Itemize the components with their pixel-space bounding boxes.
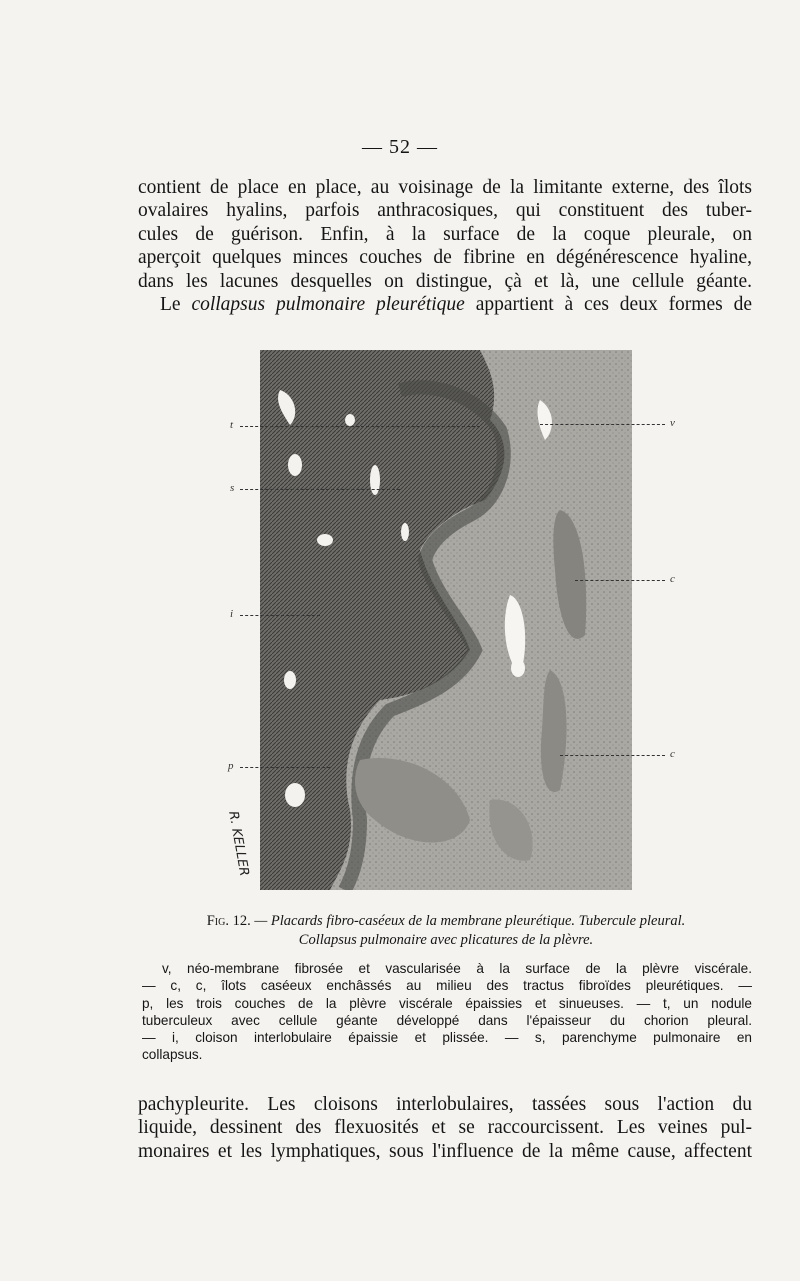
text-line: cules de guérison. Enfin, à la surface de la coque pleurale, on: [138, 223, 752, 245]
figure-label-c: c: [670, 748, 675, 760]
leader-line-v: [540, 424, 665, 425]
text-line: contient de place en place, au voisinage de la limitante externe, des îlots: [138, 177, 752, 198]
figure-label-p: p: [228, 760, 234, 772]
caption-title-text: Collapsus pulmonaire avec plicatures de la plèvre.: [298, 932, 594, 948]
figure-histology-section: [260, 350, 632, 890]
figure-caption-legend: [142, 960, 752, 1064]
text-line: pachypleurite. Les cloisons interlobulaires, tassées sous l'action du: [138, 1094, 752, 1115]
text-line: ovalaires hyalins, parfois anthracosiques, qui constituent des tuber-: [138, 200, 752, 222]
figure-drawing: [260, 350, 632, 890]
leader-line-s: [240, 489, 400, 490]
caption-line: collapsus.: [142, 1047, 203, 1063]
figure-label-t: t: [230, 419, 234, 431]
paragraph-bottom: [138, 1093, 752, 1163]
figure-number: Fig. 12.: [206, 913, 251, 929]
caption-line: tuberculeux avec cellule géante développé dans l'épaisseur du chorion pleural.: [142, 1012, 752, 1028]
text-line: monaires et les lymphatiques, sous l'influence de la même cause, affectent: [138, 1140, 752, 1162]
text-line: [138, 293, 752, 316]
paragraph-top: [138, 176, 752, 316]
page-number: — 52 —: [362, 136, 438, 158]
caption-title-line: [140, 912, 752, 931]
text-run: appartient à ces deux formes de: [464, 294, 752, 316]
caption-line: — i, cloison interlobulaire épaissie et plissée. — s, parenchyme pulmonaire en: [142, 1030, 752, 1046]
leader-line-p: [240, 767, 330, 768]
caption-line: p, les trois couches de la plèvre viscérale épaissies et sinueuses. — t, un nodule: [142, 995, 752, 1011]
leader-line-c: [575, 580, 665, 581]
text-run: Le: [160, 294, 192, 316]
text-line: aperçoit quelques minces couches de fibrine en dégénérescence hyaline,: [138, 247, 752, 269]
figure-label-s: s: [230, 482, 235, 494]
text-line: dans les lacunes desquelles on distingue, çà et là, une cellule géante.: [138, 270, 752, 292]
italic-term: collapsus pulmonaire pleurétique: [191, 294, 465, 316]
text-line: liquide, dessinent des flexuosités et se raccourcissent. Les veines pul-: [138, 1117, 752, 1139]
figure-label-i: i: [230, 608, 234, 620]
leader-line-c: [560, 755, 665, 756]
leader-line-i: [240, 615, 320, 616]
figure-caption-title: [140, 912, 752, 950]
caption-title-line: [140, 931, 752, 950]
caption-title-text: — Placards fibro-caséeux de la membrane pleurétique. Tubercule pleural.: [254, 913, 686, 929]
caption-line: — c, c, îlots caséeux enchâssés au milieu des tractus fibroïdes pleurétiques. —: [142, 978, 752, 994]
artist-signature: R. KELLER: [225, 810, 252, 878]
figure-label-v: v: [670, 417, 675, 429]
leader-line-t: [240, 426, 480, 427]
caption-line: v, néo-membrane fibrosée et vascularisée à la surface de la plèvre viscérale.: [162, 961, 752, 976]
figure-label-c: c: [670, 573, 675, 585]
